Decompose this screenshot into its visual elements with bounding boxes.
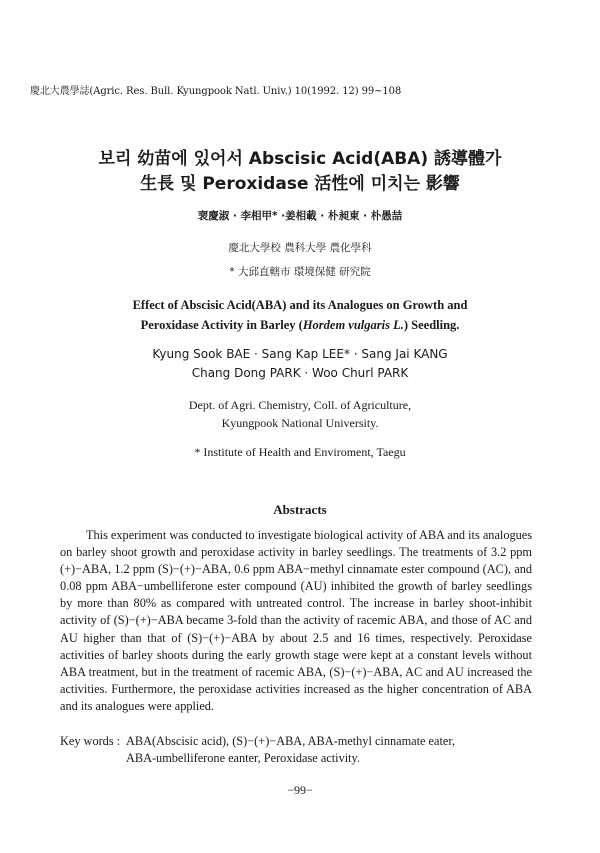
english-affiliation-line-1: Dept. of Agri. Chemistry, Coll. of Agriculture, xyxy=(188,398,412,412)
korean-title-line-2: 生長 및 Peroxidase 活性에 미치는 影響 xyxy=(140,174,460,194)
keywords-label: Key words : xyxy=(60,734,121,748)
korean-affiliation-1: 慶北大學校 農科大學 農化學科 xyxy=(228,242,372,254)
korean-affiliation-2: * 大邱直轄市 環境保健 研究院 xyxy=(229,266,371,278)
english-affiliation-line-2: Kyungpook National University. xyxy=(221,416,379,430)
keywords-list xyxy=(126,733,536,767)
english-authors-line-1: Kyung Sook BAE · Sang Kap LEE* · Sang Jai KANG xyxy=(152,347,448,361)
english-title-line-2 xyxy=(0,318,600,333)
english-title-line-2-post: ) Seedling. xyxy=(403,318,460,332)
english-authors-line-2: Chang Dong PARK · Woo Churl PARK xyxy=(191,366,409,380)
keywords-line-1: ABA(Abscisic acid), (S)−(+)−ABA, ABA-methyl cinnamate eater, xyxy=(126,734,456,748)
korean-authors: 裵慶淑 · 李相甲* ·姜相載 · 朴昶東 · 朴愚喆 xyxy=(197,210,403,222)
abstract-heading: Abstracts xyxy=(273,502,327,517)
journal-citation: 慶北大農學誌(Agric. Res. Bull. Kyungpook Natl. Univ.) 10(1992. 12) 99~108 xyxy=(30,86,402,97)
page-number: −99− xyxy=(287,783,313,797)
korean-title-line-1: 보리 幼苗에 있어서 Abscisic Acid(ABA) 誘導體가 xyxy=(98,149,502,169)
english-title-line-2-pre: Peroxidase Activity in Barley ( xyxy=(140,318,303,332)
species-name: Hordem vulgaris L. xyxy=(302,318,404,332)
english-title-line-1: Effect of Abscisic Acid(ABA) and its Analogues on Growth and xyxy=(132,298,468,312)
english-affiliation-line-3: * Institute of Health and Enviroment, Taegu xyxy=(194,445,406,459)
keywords-line-2: ABA-umbelliferone eanter, Peroxidase activity. xyxy=(126,751,360,765)
abstract-body: This experiment was conducted to investigate biological activity of ABA and its analogues on barley shoot growth and peroxidase activity in barley seedlings. The treatments of 3.2 ppm (+)−ABA, 1.2 ppm (S)−(+)−ABA, 0.6 ppm ABA−methyl cinnamate ester compound (AC), and 0.08 ppm ABA−umbelliferone ester compound (AU) inhibited the growth of barley seedlings by more than 80% as compared with untreated control. The increase in barley shoot-inhibit activity of (S)−(+)−ABA became 3-fold than the activity of racemic ABA, and those of AC and AU higher than that of (S)−(+)−ABA by about 2.5 and 16 times, respectively. Peroxidase activities of barley shoots during the early growth stage were kept at a constant levels without ABA treatment, but in the treatment of racemic ABA, (S)−(+)−ABA, AC and AU increased the activities. Furthermore, the peroxidase activities increased as the higher concentration of ABA and its analogues were applied. xyxy=(60,528,533,713)
